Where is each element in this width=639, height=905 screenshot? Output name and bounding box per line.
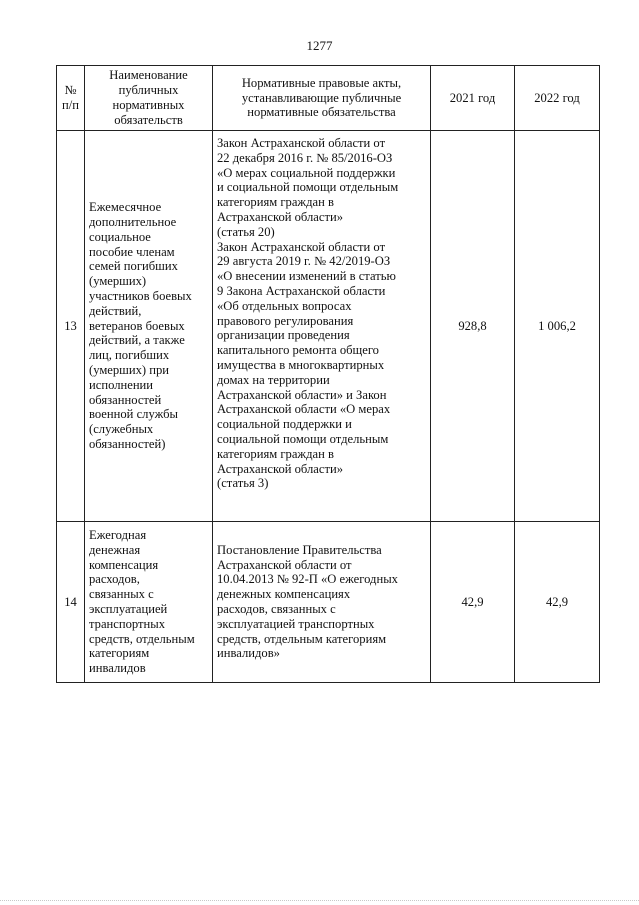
table-row <box>57 131 600 522</box>
header-name-line: нормативных <box>112 98 185 112</box>
obligation-name-line: денежная <box>89 542 141 557</box>
row-number: 13 <box>57 131 85 522</box>
obligation-name-line: средств, отдельным <box>89 631 195 646</box>
obligation-name-line: обязанностей) <box>89 436 166 451</box>
obligation-name-line: исполнении <box>89 377 154 392</box>
legal-acts-line: денежных компенсациях <box>217 587 351 602</box>
legal-acts-line: 22 декабря 2016 г. № 85/2016-ОЗ <box>217 150 393 165</box>
legal-acts <box>213 131 431 522</box>
legal-acts-line: инвалидов» <box>217 646 280 661</box>
header-name-line: обязательств <box>114 112 183 127</box>
scan-edge-artifact <box>0 899 639 901</box>
header-number-line: № <box>64 83 77 98</box>
obligation-name-line: дополнительное <box>89 215 177 230</box>
header-year-2022: 2022 год <box>515 66 600 131</box>
header-acts-line: нормативные обязательства <box>247 105 396 120</box>
legal-acts-line: организации проведения <box>217 328 350 343</box>
obligation-name-line: обязанностей <box>89 392 162 407</box>
obligation-name-line: инвалидов <box>89 661 146 676</box>
obligation-name <box>85 522 213 683</box>
obligation-name-line: категориям <box>89 646 150 661</box>
legal-acts-line: Астраханской области» <box>217 209 344 224</box>
legal-acts-line: «О внесении изменений в статью <box>217 269 396 284</box>
obligation-name-line: компенсация <box>89 557 159 572</box>
obligations-table <box>56 65 600 683</box>
legal-acts-line: категориям граждан в <box>217 195 334 210</box>
header-name-line: Наименование <box>109 68 188 83</box>
legal-acts-line: социальной помощи отдельным <box>217 431 389 446</box>
legal-acts-line: средств, отдельным категориям <box>217 631 387 646</box>
header-year-2021: 2021 год <box>431 66 515 131</box>
table-header-row <box>57 66 600 131</box>
legal-acts-line: «Об отдельных вопросах <box>217 298 352 313</box>
obligation-name-line: Ежемесячное <box>89 200 162 215</box>
legal-acts-line: Закон Астраханской области от <box>217 136 386 150</box>
table-row <box>57 522 600 683</box>
obligation-name <box>85 131 213 522</box>
legal-acts-line: Астраханской области от <box>217 557 352 572</box>
header-acts-line: устанавливающие публичные <box>241 90 402 105</box>
value-2022: 42,9 <box>515 522 600 683</box>
obligation-name-line: семей погибших <box>89 259 178 274</box>
page-number: 1277 <box>306 38 333 53</box>
header-obligation-name <box>85 66 213 131</box>
legal-acts-line: Постановление Правительства <box>217 542 382 557</box>
obligation-name-line: военной службы <box>89 407 178 422</box>
obligation-name-line: транспортных <box>89 616 166 631</box>
legal-acts-line: (статья 3) <box>217 476 269 491</box>
obligation-name-line: социальное <box>89 229 151 244</box>
obligation-name-line: лиц, погибших <box>89 348 170 363</box>
legal-acts-line: капитального ремонта общего <box>217 343 379 358</box>
header-number-line: п/п <box>62 98 79 112</box>
legal-acts-line: Астраханской области» <box>217 461 344 476</box>
legal-acts-line: расходов, связанных с <box>217 602 336 616</box>
legal-acts-line: 10.04.2013 № 92-П «О ежегодных <box>217 572 398 587</box>
obligation-name-line: Ежегодная <box>89 528 147 543</box>
legal-acts-line: 29 августа 2019 г. № 42/2019-ОЗ <box>217 254 391 269</box>
obligation-name-line: (умерших) <box>89 274 147 289</box>
legal-acts-line: правового регулирования <box>217 313 354 328</box>
legal-acts-line: и социальной помощи отдельным <box>217 180 399 195</box>
legal-acts-line: Астраханской области «О мерах <box>217 402 391 417</box>
legal-acts-line: (статья 20) <box>217 224 275 239</box>
legal-acts-line: Астраханской области» и Закон <box>217 387 387 402</box>
legal-acts-line: эксплуатацией транспортных <box>217 616 375 631</box>
value-2021: 42,9 <box>431 522 515 683</box>
header-number <box>57 66 85 131</box>
obligation-name-line: действий, <box>89 303 142 318</box>
legal-acts-line: имущества в многоквартирных <box>217 357 385 372</box>
legal-acts-line: Закон Астраханской области от <box>217 239 386 254</box>
legal-acts-line: 9 Закона Астраханской области <box>217 283 386 298</box>
legal-acts-line: социальной поддержки и <box>217 417 352 432</box>
legal-acts <box>213 522 431 683</box>
legal-acts-line: «О мерах социальной поддержки <box>217 165 396 180</box>
obligation-name-line: пособие членам <box>89 244 175 259</box>
obligation-name-line: (служебных <box>89 422 154 437</box>
obligation-name-line: (умерших) при <box>89 362 170 377</box>
value-2021: 928,8 <box>431 131 515 522</box>
obligation-name-line: ветеранов боевых <box>89 318 185 333</box>
obligation-name-line: расходов, <box>89 572 140 587</box>
header-legal-acts <box>213 66 431 131</box>
value-2022: 1 006,2 <box>515 131 600 522</box>
obligation-name-line: действий, а также <box>89 333 185 348</box>
obligation-name-line: эксплуатацией <box>89 602 168 616</box>
obligation-name-line: участников боевых <box>89 289 192 303</box>
header-name-line: публичных <box>118 83 179 98</box>
obligation-name-line: связанных с <box>89 587 154 602</box>
legal-acts-line: категориям граждан в <box>217 446 334 461</box>
legal-acts-line: домах на территории <box>217 372 330 387</box>
row-number: 14 <box>57 522 85 683</box>
header-acts-line: Нормативные правовые акты, <box>241 75 402 90</box>
